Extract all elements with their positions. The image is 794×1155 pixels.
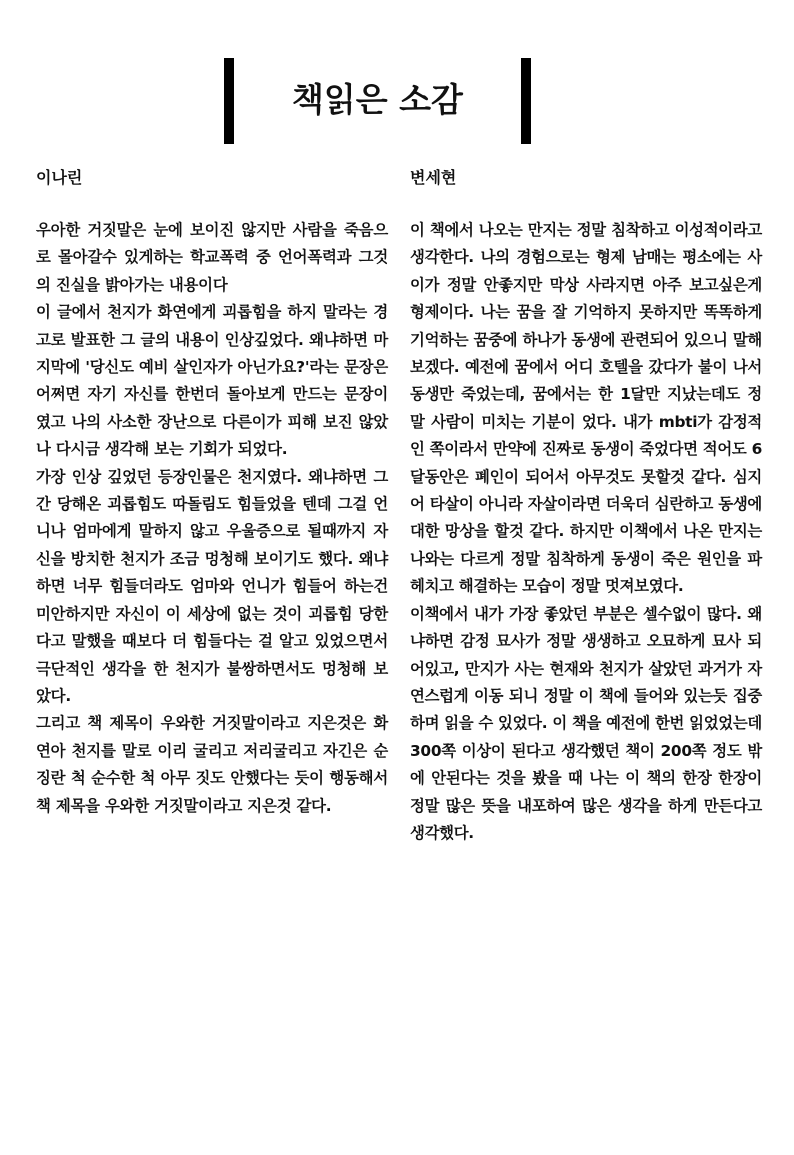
title-block [224, 58, 531, 144]
left-author-name: 이나린 [36, 168, 83, 187]
left-paragraph: 이 글에서 천지가 화연에게 괴롭힘을 하지 말라는 경고로 발표한 그 글의 내용이 인상깊었다. 왜냐하면 마지막에 '당신도 예비 살인자가 아닌가요?'라는 문장은 어쩌면 자기 자신를 한번더 돌아보게 만드는 문장이 였고 나의 사소한 장난으로 다른이가 피해 보진 않았나 다시금 생각해 보는 기회가 되었다. [36, 303, 388, 459]
right-author-name: 변세현 [410, 168, 457, 187]
left-body-text [36, 217, 388, 820]
right-column [410, 165, 762, 847]
right-paragraph: 이책에서 내가 가장 좋았던 부분은 셀수없이 많다. 왜냐하면 감정 묘사가 정말 생생하고 오묘하게 묘사 되어있고, 만지가 사는 현재와 천지가 살았던 과거가 자연스럽게 이동 되니 정말 이 책에 들어와 있는듯 집중하며 읽을 수 있었다. 이 책을 예전에 한번 읽었었는데 300쪽 이상이 된다고 생각했던 책이 200쪽 정도 밖에 안된다는 것을 봤을 때 나는 이 책의 한장 한장이 정말 많은 뜻을 내포하여 많은 생각을 하게 만든다고 생각했다. [410, 604, 762, 842]
right-body-text [410, 217, 762, 847]
right-paragraph: 이 책에서 나오는 만지는 정말 침착하고 이성적이라고 생각한다. 나의 경험으로는 형제 남매는 평소에는 사이가 정말 안좋지만 막상 사라지면 아주 보고싶은게 형제이다. 나는 꿈을 잘 기억하지 못하지만 똑똑하게 기억하는 꿈중에 하나가 동생에 관련되어 있으니 말해 보겠다. 예전에 꿈에서 어디 호텔을 갔다가 불이 나서 동생만 죽었는데, 꿈에서는 한 1달만 지났는데도 정말 사람이 미치는 기분이 었다. 내가 mbti가 감정적인 쪽이라서 만약에 진짜로 동생이 죽었다면 적어도 6달동안은 폐인이 되어서 아무것도 못할것 같다. 심지어 타살이 아니라 자살이라면 더욱더 심란하고 동생에 대한 망상을 할것 같다. 하지만 이책에서 나온 만지는 나와는 다르게 정말 침착하게 동생이 죽은 원인을 파헤치고 해결하는 모습이 정말 멋져보였다. [410, 221, 762, 596]
left-column [36, 165, 388, 820]
left-paragraph: 우아한 거짓말은 눈에 보이진 않지만 사람을 죽음으로 몰아갈수 있게하는 학교폭력 중 언어폭력과 그것의 진실을 밝아가는 내용이다 [36, 221, 388, 294]
left-paragraph: 그리고 책 제목이 우와한 거짓말이라고 지은것은 화연아 천지를 말로 이리 굴리고 저리굴리고 자긴은 순징란 척 순수한 척 아무 짓도 안했다는 듯이 행동해서 책 제목을 우와한 거짓말이라고 지은것 같다. [36, 714, 388, 815]
page-title: 책읽은 소감 [292, 80, 463, 119]
left-paragraph: 가장 인상 깊었던 등장인물은 천지였다. 왜냐하면 그간 당해온 괴롭힘도 따돌림도 힘들었을 텐데 그걸 언니나 엄마에게 말하지 않고 우울증으로 될때까지 자신을 방치한 천지가 조금 멍청해 보이기도 했다. 왜냐하면 너무 힘들더라도 엄마와 언니가 힘들어 하는건 미안하지만 자신이 이 세상에 없는 것이 괴롭힘 당한다고 말했을 때보다 더 힘들다는 걸 알고 있었으면서 극단적인 생각을 한 천지가 불쌍하면서도 멍청해 보았다. [36, 467, 388, 705]
title-right-bar [521, 58, 531, 144]
title-left-bar [224, 58, 234, 144]
